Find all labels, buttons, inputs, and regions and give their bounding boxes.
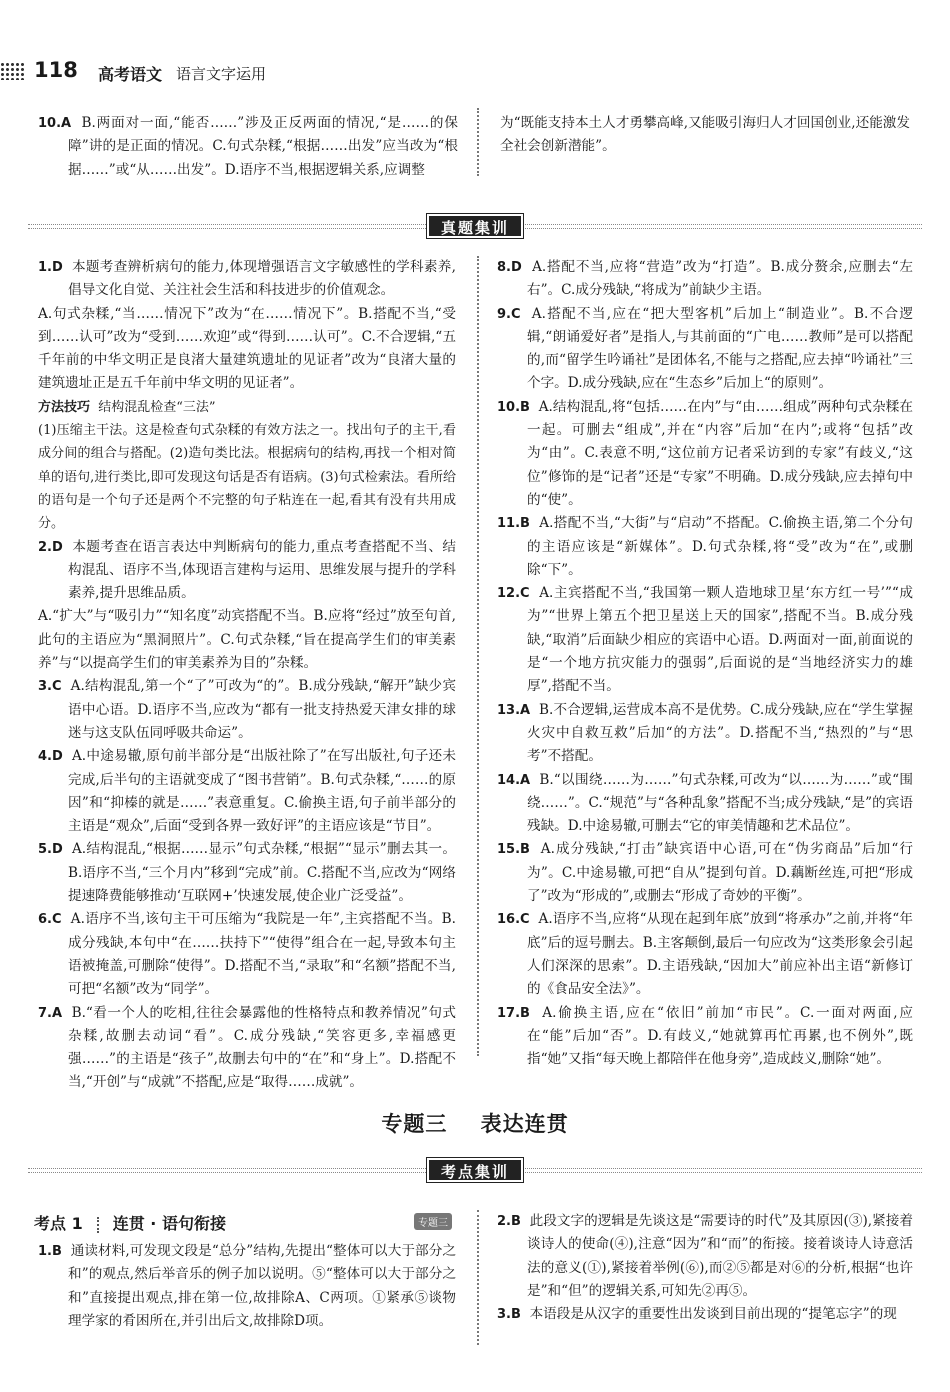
list-item bbox=[497, 1002, 913, 1072]
answer-text: A.搭配不当,应在“把大型客机”后加上“制造业”。B.不合逻辑,“朗诵爱好者”是指人,与其前面的“广电……教师”是可以搭配的,而“留学生吟诵社”是团体名,不能与之搭配,应去掉“吟诵社”三个字。D.成分残缺,应在“生态乡”后加上“的原则”。 bbox=[527, 305, 913, 392]
answer-number: 17.B bbox=[497, 1005, 530, 1021]
dot-grid-icon bbox=[0, 62, 24, 80]
answer-text: 本题考查辨析病句的能力,体现增强语言文字敏感性的学科素养,倡导文化自觉、关注社会生活和科技进步的价值观念。 bbox=[68, 259, 457, 299]
page-number: 118 bbox=[34, 58, 78, 82]
answer-text: A.中途易辙,原句前半部分是“出版社除了”在写出版社,句子还未完成,后半句的主语就变成了“图书营销”。B.句式杂糅,“……的原因”和“抑榛的就是……”表意重复。C.偷换主语,句子前半部分的主语是“观众”,后面“受到各界一致好评”的主语应该是“节目”。 bbox=[68, 748, 456, 835]
answer-text: 本题考查在语言表达中判断病句的能力,重点考查搭配不当、结构混乱、语序不当,体现语言建构与运用、思维发展与提升的学科素养,提升思维品质。 bbox=[68, 538, 456, 602]
section-title: 语言文字运用 bbox=[176, 65, 267, 83]
answer-number: 13.A bbox=[497, 702, 531, 718]
answer-text: B.不合逻辑,运营成本高不是优势。C.成分残缺,应在“学生掌握火灾中自救互救”后加“的方法”。D.搭配不当,“热烈的”与“思考”不搭配。 bbox=[527, 701, 913, 765]
answer-text: A.结构混乱,“根据……显示”句式杂糅,“根据”“显示”删去其一。B.语序不当,“三个月内”移到“完成”前。C.搭配不当,应改为“网络提速降费能够推动‘互联网+’快速发展,使企业广泛受益”。 bbox=[68, 841, 456, 905]
method-box bbox=[38, 396, 456, 419]
list-item bbox=[38, 1002, 456, 1095]
answer-text: B.两面对一面,“能否……”涉及正反两面的情况,“是……的保障”讲的是正面的情况。C.句式杂糅,“根据……出发”应当改为“根据……”或“从……出发”。D.语序不当,根据逻辑关系,应调整 bbox=[68, 115, 458, 178]
answer-number: 12.C bbox=[497, 586, 530, 602]
list-item bbox=[38, 303, 456, 396]
book-title: 高考语文 bbox=[98, 65, 163, 84]
answer-number: 6.C bbox=[38, 912, 62, 928]
column-divider bbox=[477, 108, 479, 176]
answer-number: 14.A bbox=[497, 772, 531, 788]
method-heading: 方法技巧 bbox=[38, 399, 91, 415]
answer-text: B.“以围绕……为……”句式杂糅,可改为“以……为……”或“围绕……”。C.“规范”与“各种乱象”搭配不当;成分残缺,“是”的宾语残缺。D.中途易辙,可删去“它的审美情趣和艺术品位”。 bbox=[527, 771, 913, 835]
kaodian-number: 考点 1 bbox=[34, 1214, 83, 1233]
list-item bbox=[497, 582, 913, 698]
left-column bbox=[38, 256, 456, 1095]
list-item bbox=[497, 699, 913, 769]
answer-number: 9.C bbox=[497, 306, 521, 322]
topic-heading bbox=[0, 1108, 950, 1138]
topic-label: 专题三 bbox=[381, 1112, 448, 1136]
answer-text: 此段文字的逻辑是先谈这是“需要诗的时代”及其原因(③),紧接着谈诗人的使命(④),注意“因为”和“而”的衔接。接着谈诗人诗意活法的意义(①),紧接着举例(⑥),而②⑤都是对⑥的分析,根据“也许是”和“但”的逻辑关系,可知先②再⑤。 bbox=[527, 1213, 913, 1299]
kaodian-separator bbox=[97, 1217, 99, 1233]
answer-text: A.搭配不当,“大街”与“启动”不搭配。C.偷换主语,第二个分句的主语应该是“新媒体”。D.句式杂糅,将“受”改为“在”,或删除“下”。 bbox=[527, 515, 913, 578]
column-divider bbox=[477, 1210, 479, 1345]
section-band-kaodian bbox=[28, 1158, 922, 1182]
band-label: 真题集训 bbox=[427, 214, 523, 238]
answer-text: A.搭配不当,应将“营造”改为“打造”。B.成分赘余,应删去“左右”。C.成分残缺,“将成为”前缺少主语。 bbox=[527, 259, 913, 299]
list-item bbox=[38, 536, 456, 606]
answer-number: 1.D bbox=[38, 260, 63, 275]
top-right-block bbox=[500, 112, 910, 159]
answer-text: A.语序不当,该句主干可压缩为“我院是一年”,主宾搭配不当。B.成分残缺,本句中“在……扶持下”“使得”组合在一起,导致本句主语被掩盖,可删除“使得”。D.搭配不当,“录取”和“名额”搭配不当,可把“名额”改为“同学”。 bbox=[68, 911, 456, 998]
list-item bbox=[497, 396, 913, 512]
list-item bbox=[497, 512, 913, 582]
answer-number: 11.B bbox=[497, 516, 530, 532]
answer-number: 3.C bbox=[38, 679, 62, 695]
answer-text: 本语段是从汉字的重要性出发谈到目前出现的“提笔忘字”的现 bbox=[529, 1306, 897, 1323]
list-item bbox=[497, 908, 913, 1001]
answer-text: A.“扩大”与“吸引力”“知名度”动宾搭配不当。B.应将“经过”放至句首,此句的主语应为“黑洞照片”。C.句式杂糅,“旨在提高学生们的审美素养”与“以提高学生们的审美素养为目的”杂糅。 bbox=[38, 608, 456, 672]
list-item bbox=[497, 303, 913, 396]
answer-number: 10.A bbox=[38, 116, 72, 131]
section-band-zhenti bbox=[28, 214, 922, 238]
column-divider bbox=[477, 256, 479, 1056]
list-item bbox=[497, 769, 913, 839]
list-item bbox=[497, 1303, 913, 1326]
list-item bbox=[38, 256, 456, 303]
answer-number: 1.B bbox=[38, 1244, 62, 1259]
answer-text: 为“既能支持本土人才勇攀高峰,又能吸引海归人才回国创业,还能激发全社会创新潜能”。 bbox=[500, 115, 910, 155]
answer-number: 10.B bbox=[497, 399, 530, 415]
answer-number: 7.A bbox=[38, 1005, 63, 1021]
answer-number: 16.C bbox=[497, 912, 530, 928]
bottom-right-column bbox=[497, 1210, 913, 1326]
answer-number: 5.D bbox=[38, 842, 63, 858]
answer-number: 2.B bbox=[497, 1214, 521, 1229]
answer-text: B.“看一个人的吃相,往往会暴露他的性格特点和教养情况”句式杂糅,故删去动词“看”。C.成分残缺,“笑容更多,幸福感更强……”的主语是“孩子”,故删去句中的“在”和“身上”。D.搭配不当,“开创”与“成就”不搭配,应是“取得……成就”。 bbox=[68, 1004, 456, 1091]
list-item bbox=[38, 675, 456, 745]
band-label: 考点集训 bbox=[427, 1158, 523, 1182]
right-column bbox=[497, 256, 913, 1071]
answer-number: 8.D bbox=[497, 260, 522, 275]
answer-text: 通读材料,可发现文段是“总分”结构,先提出“整体可以大于部分之和”的观点,然后举音乐的例子加以说明。⑤“整体可以大于部分之和”直接提出观点,排在第一位,故排除A、C两项。①紧承⑤谈物理学家的肴困所在,并引出后文,故排除D项。 bbox=[68, 1243, 456, 1329]
method-title: 结构混乱检查“三法” bbox=[98, 399, 216, 415]
answer-number: 2.D bbox=[38, 539, 63, 555]
list-item bbox=[497, 256, 913, 303]
answer-text: A.句式杂糅,“当……情况下”改为“在……情况下”。B.搭配不当,“受到……认可”改为“受到……欢迎”或“得到……认可”。C.不合逻辑,“五千年前的中华文明正是良渚大量建筑遗址的见证者”改为“良渚大量的建筑遗址正是五千年前中华文明的见证者”。 bbox=[38, 305, 456, 392]
answer-number: 15.B bbox=[497, 842, 530, 858]
answer-text: A.结构混乱,将“包括……在内”与“由……组成”两种句式杂糅在一起。可删去“组成”,并在“内容”后加“在内”;或将“包括”改为“由”。C.表意不明,“这位前方记者采访到的专家”有歧义,“这位”修饰的是“记者”还是“专家”不明确。D.成分残缺,应去掉句中的“使”。 bbox=[527, 398, 913, 508]
answer-text: A.成分残缺,“打击”缺宾语中心语,可在“伪劣商品”后加“行为”。C.中途易辙,可把“自从”提到句首。D.藕断丝连,可把“形成了”改为“形成的”,或删去“形成了奇妙的平衡”。 bbox=[527, 841, 913, 905]
method-text: (1)压缩主干法。这是检查句式杂糅的有效方法之一。找出句子的主干,看成分间的组合与搭配。(2)造句类比法。根据病句的结构,再找一个相对简单的语句,进行类比,即可发现这句话是否有语病。(3)句式检索法。看所给的语句是一个句子还是两个不完整的句子粘连在一起,看其有没有共用成分。 bbox=[38, 423, 456, 532]
bottom-left-column bbox=[38, 1240, 456, 1333]
answer-number: 3.B bbox=[497, 1307, 521, 1323]
answer-text: A.偷换主语,应在“依旧”前加“市民”。C.一面对两面,应在“能”后加“否”。D.有歧义,“她就算再忙再累,也不例外”,既指“她”又指“每天晚上都陪伴在他身旁”,造成歧义,删除“她”。 bbox=[527, 1004, 913, 1068]
answer-text: A.结构混乱,第一个“了”可改为“的”。B.成分残缺,“解开”缺少宾语中心语。D.语序不当,应改为“都有一批支持热爱天津女排的球迷与这支队伍同呼吸共命运”。 bbox=[68, 678, 456, 741]
kaodian-header bbox=[34, 1211, 464, 1237]
list-item bbox=[497, 1210, 913, 1303]
list-item bbox=[38, 908, 456, 1001]
kaodian-title: 连贯 · 语句衔接 bbox=[112, 1214, 226, 1233]
answer-text: A.语序不当,应将“从现在起到年底”放到“将承办”之前,并将“年底”后的逗号删去。B.主客颠倒,最后一句应改为“这类形象会引起人们深深的思索”。D.主语残缺,“因加大”前应补出主语“新修订的《食品安全法》”。 bbox=[527, 911, 913, 998]
list-item bbox=[38, 838, 456, 908]
list-item bbox=[497, 838, 913, 908]
list-item bbox=[38, 605, 456, 675]
answer-text: A.主宾搭配不当,“我国第一颗人造地球卫星‘东方红一号’”“成为”“世界上第五个把卫星送上天的国家”,搭配不当。B.成分残缺,“取消”后面缺少相应的宾语中心语。D.两面对一面,前面说的是“一个地方抗灾能力的强弱”,后面说的是“当地经济实力的雄厚”,搭配不当。 bbox=[527, 585, 913, 695]
topic-title: 表达连贯 bbox=[480, 1112, 569, 1136]
page-header bbox=[0, 58, 950, 88]
top-left-block bbox=[38, 112, 458, 182]
kaodian-badge: 专题三 bbox=[414, 1213, 452, 1230]
list-item bbox=[38, 745, 456, 838]
list-item bbox=[38, 1240, 456, 1333]
answer-number: 4.D bbox=[38, 749, 63, 765]
